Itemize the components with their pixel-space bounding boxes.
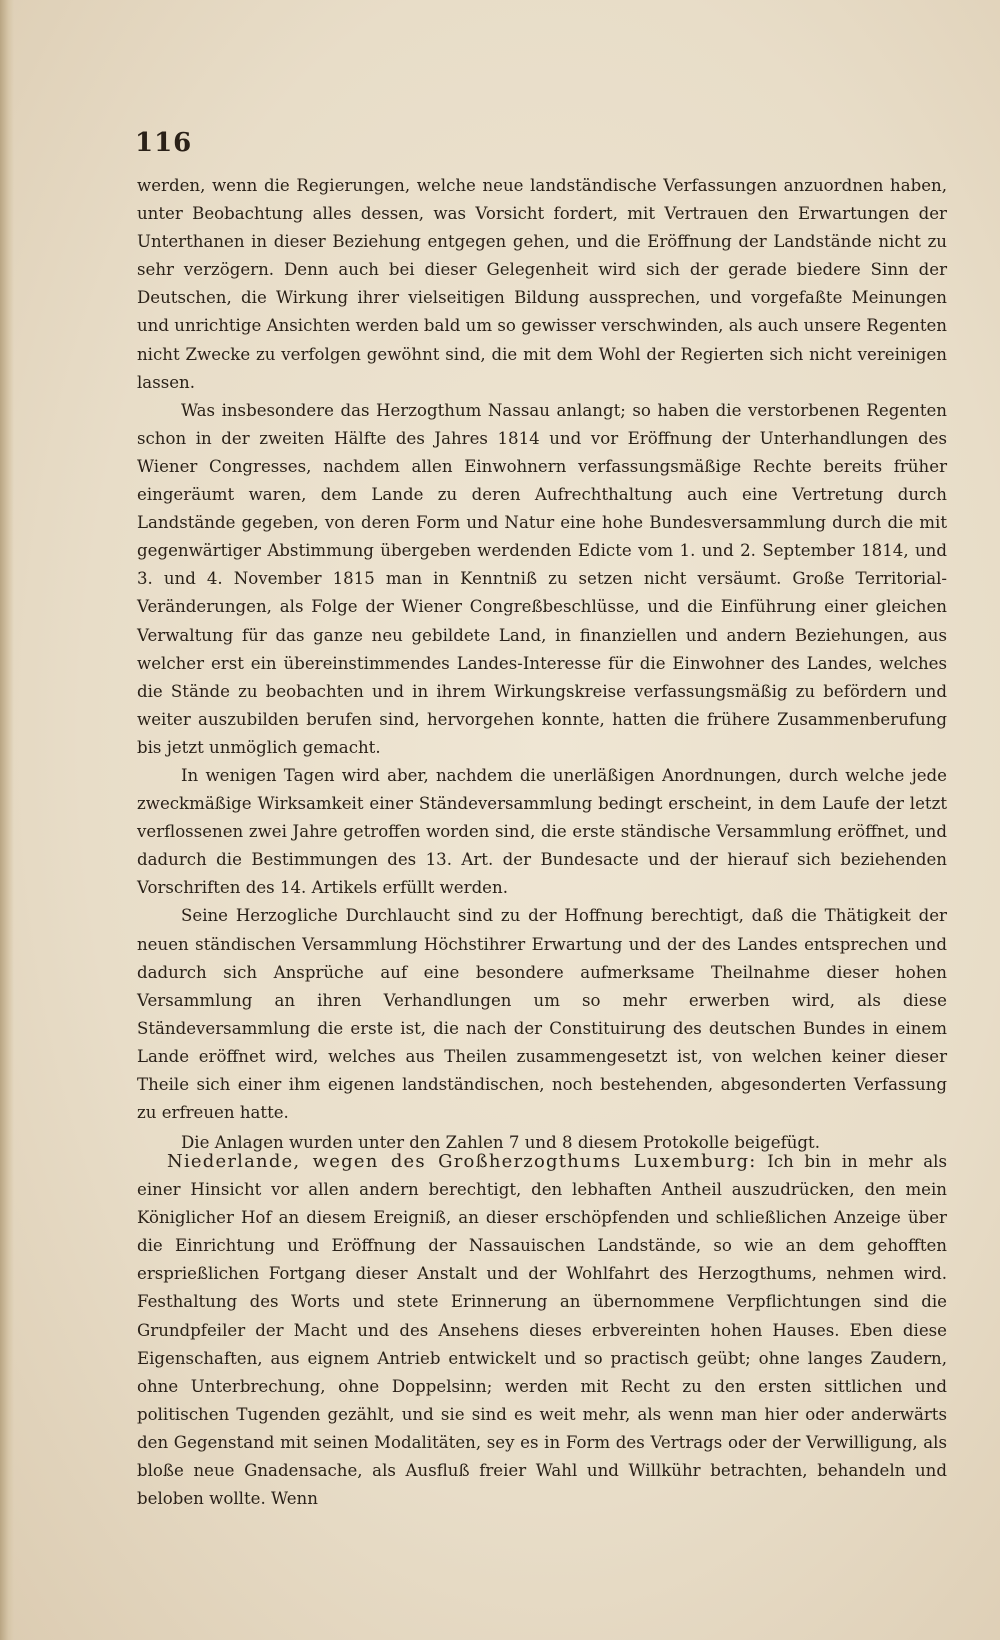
book-spine-edge xyxy=(0,0,14,1640)
section-heading: Niederlande, wegen des Großherzogthums Luxemburg: xyxy=(167,1151,757,1172)
luxemburg-statement xyxy=(137,1148,947,1513)
paragraph: werden, wenn die Regierungen, welche neue landständische Verfassungen anzuordnen haben, unter Beobachtung alles dessen, was Vorsicht fordert, mit Vertrauen den Erwartungen der Unterthanen in dieser Beziehung entgegen gehen, und die Eröffnung der Landstände nicht zu sehr verzögern. Denn auch bei dieser Gelegenheit wird sich der gerade biedere Sinn der Deutschen, die Wirkung ihrer vielseitigen Bildung aussprechen, und vorgefaßte Meinungen und unrichtige Ansichten werden bald um so gewisser verschwinden, als auch unsere Regenten nicht Zwecke zu verfolgen gewöhnt sind, die mit dem Wohl der Regierten sich nicht vereinigen lassen. xyxy=(137,176,947,392)
paragraph: Was insbesondere das Herzogthum Nassau anlangt; so haben die verstorbenen Regenten schon in der zweiten Hälfte des Jahres 1814 und vor Eröffnung der Unterhandlungen des Wiener Congresses, nachdem allen Einwohnern verfassungsmäßige Rechte bereits früher eingeräumt waren, dem Lande zu deren Aufrechthaltung auch eine Vertretung durch Landstände gegeben, von deren Form und Natur eine hohe Bundesversammlung durch die mit gegenwärtiger Abstimmung übergeben werdenden Edicte vom 1. und 2. September 1814, und 3. und 4. November 1815 man in Kenntniß zu setzen nicht versäumt. Große Territorial-Veränderungen, als Folge der Wiener Congreßbeschlüsse, und die Einführung einer gleichen Verwaltung für das ganze neu gebildete Land, in finanziellen und andern Beziehungen, aus welcher erst ein übereinstimmendes Landes-Interesse für die Einwohner des Landes, welches die Stände zu beobachten und in ihrem Wirkungskreise verfassungsmäßig zu befördern und weiter auszubilden berufen sind, hervorgehen konnte, hatten die frühere Zusammenberufung bis jetzt unmöglich gemacht. xyxy=(137,400,947,757)
main-text xyxy=(137,172,947,1157)
page-number: 116 xyxy=(135,128,193,158)
section-text: Ich bin in mehr als einer Hinsicht vor allen andern berechtigt, den lebhaften Antheil auszudrücken, den mein Königlicher Hof an diesem Ereigniß, an dieser erschöpfenden und schließlichen Anzeige über die Einrichtung und Eröffnung der Nassauischen Landstände, so wie an dem gehofften ersprießlichen Fortgang dieser Anstalt und der Wohlfahrt des Herzogthums, nehmen wird. Festhaltung des Worts und stete Erinnerung an übernommene Verpflichtungen sind die Grundpfeiler der Macht und des Ansehens dieses erbvereinten hohen Hauses. Eben diese Eigenschaften, aus eignem Antrieb entwickelt und so practisch geübt; ohne langes Zaudern, ohne Unterbrechung, ohne Doppelsinn; werden mit Recht zu den ersten sittlichen und politischen Tugenden gezählt, und sie sind es weit mehr, als wenn man hier oder anderwärts den Gegenstand mit seinen Modalitäten, sey es in Form des Vertrags oder der Verwilligung, als bloße neue Gnadensache, als Ausfluß freier Wahl und Willkühr betrachten, behandeln und beloben wollte. Wenn xyxy=(137,1152,948,1509)
paragraph: Seine Herzogliche Durchlaucht sind zu der Hoffnung berechtigt, daß die Thätigkeit der neuen ständischen Versammlung Höchstihrer Erwartung und der des Landes entsprechen und dadurch sich Ansprüche auf eine besondere aufmerksame Theilnahme dieser hohen Versammlung an ihren Verhandlungen um so mehr erwerben wird, als diese Ständeversammlung die erste ist, die nach der Constituirung des deutschen Bundes in einem Lande eröffnet wird, welches aus Theilen zusammengesetzt ist, von welchen keiner dieser Theile sich einer ihm eigenen landständischen, noch bestehenden, abgesonderten Verfassung zu erfreuen hatte. xyxy=(137,906,947,1123)
paragraph: In wenigen Tagen wird aber, nachdem die unerläßigen Anordnungen, durch welche jede zweckmäßige Wirksamkeit einer Ständeversammlung bedingt erscheint, in dem Laufe der letzt verflossenen zwei Jahre getroffen worden sind, die erste ständische Versammlung eröffnet, und dadurch die Bestimmungen des 13. Art. der Bundesacte und der hierauf sich beziehenden Vorschriften des 14. Artikels erfüllt werden. xyxy=(137,765,947,898)
section-paragraph xyxy=(137,1148,947,1513)
annex-note: Die Anlagen wurden unter den Zahlen 7 und 8 diesem Protokolle beigefügt. xyxy=(181,1133,820,1153)
